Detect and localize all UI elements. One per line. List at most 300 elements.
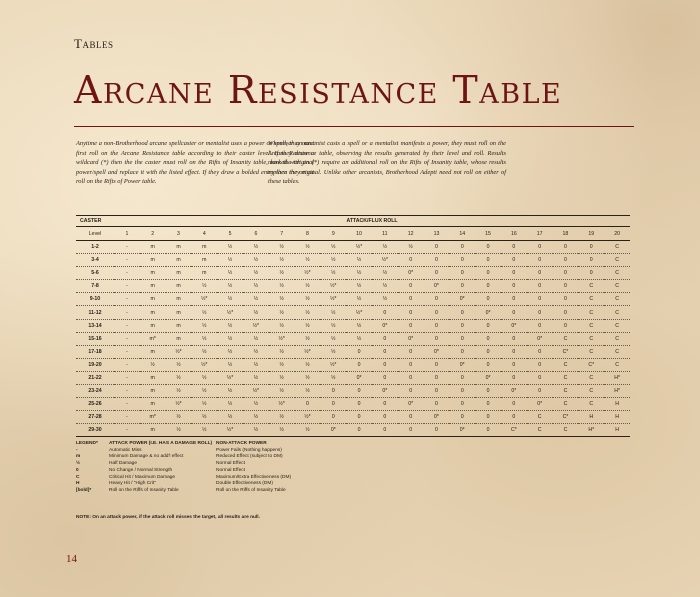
result-cell: ½* xyxy=(295,411,321,424)
result-cell: m xyxy=(140,319,166,332)
result-cell: ½* xyxy=(320,358,346,371)
result-cell: ½ xyxy=(320,371,346,384)
result-cell: ½ xyxy=(217,332,243,345)
section-header: Tables xyxy=(74,36,114,51)
result-cell: ½ xyxy=(320,241,346,254)
column-header: 12 xyxy=(398,227,424,241)
result-cell: 0 xyxy=(553,241,579,254)
level-cell: 5-6 xyxy=(76,267,114,280)
result-cell: 0 xyxy=(398,345,424,358)
result-cell: ½ xyxy=(243,332,269,345)
result-cell: ½ xyxy=(217,254,243,267)
result-cell: 0* xyxy=(527,332,553,345)
result-cell: ½ xyxy=(269,371,295,384)
table-group-header-row xyxy=(76,216,630,227)
result-cell: 0 xyxy=(372,424,398,437)
result-cell: ½* xyxy=(295,267,321,280)
result-cell: C xyxy=(578,371,604,384)
level-cell: 19-20 xyxy=(76,358,114,371)
result-cell: 0 xyxy=(449,385,475,398)
result-cell: 0* xyxy=(372,385,398,398)
result-cell: ½ xyxy=(217,293,243,306)
result-cell: 0 xyxy=(424,319,450,332)
column-header: 7 xyxy=(269,227,295,241)
result-cell: ½ xyxy=(346,254,372,267)
result-cell: ½ xyxy=(372,280,398,293)
result-cell: 0 xyxy=(320,385,346,398)
result-cell: ½ xyxy=(243,371,269,384)
result-cell: ½ xyxy=(191,280,217,293)
result-cell: C xyxy=(604,254,630,267)
result-cell: ½* xyxy=(320,293,346,306)
result-cell: - xyxy=(114,280,140,293)
result-cell: 0 xyxy=(449,267,475,280)
result-cell: 0 xyxy=(398,385,424,398)
result-cell: ½ xyxy=(295,319,321,332)
result-cell: 0 xyxy=(501,267,527,280)
result-cell: 0 xyxy=(449,306,475,319)
result-cell: ½* xyxy=(191,293,217,306)
result-cell: m xyxy=(140,267,166,280)
attack-roll-header: ATTACK/FLUX ROLL xyxy=(114,216,630,227)
result-cell: m xyxy=(166,332,192,345)
result-cell: ½* xyxy=(243,319,269,332)
result-cell: ½ xyxy=(269,358,295,371)
caster-header: CASTER xyxy=(76,216,114,227)
result-cell: 0 xyxy=(553,280,579,293)
intro-paragraph-left: Anytime a non-Brotherhood arcane spellcaster or mentalist uses a power or spell, they must first roll on the Arcane Resistance table according to their caster level. If they draw a wildcard (*) then the the caster must roll on the Rifts of Insanity table, lose the original power/spell and replace it with the listed effect. If they draw a bolded entry then they must roll on the Rifts of Power table. xyxy=(76,140,314,185)
result-cell: 0 xyxy=(527,371,553,384)
result-cell: ½ xyxy=(217,267,243,280)
column-header: 11 xyxy=(372,227,398,241)
result-cell: ½ xyxy=(217,280,243,293)
result-cell: m xyxy=(140,398,166,411)
table-row xyxy=(76,385,630,398)
result-cell: 0 xyxy=(398,411,424,424)
level-cell: 17-18 xyxy=(76,345,114,358)
column-header: 18 xyxy=(553,227,579,241)
result-cell: m xyxy=(166,280,192,293)
result-cell: 0 xyxy=(501,306,527,319)
result-cell: m xyxy=(191,254,217,267)
result-cell: ½ xyxy=(243,280,269,293)
result-cell: - xyxy=(114,358,140,371)
result-cell: H* xyxy=(578,424,604,437)
result-cell: C* xyxy=(578,358,604,371)
table-row xyxy=(76,358,630,371)
legend-attack-effect: Automatic Miss xyxy=(109,447,142,453)
result-cell: ½ xyxy=(191,306,217,319)
legend-symbol: H xyxy=(76,481,80,487)
result-cell: 0* xyxy=(398,332,424,345)
result-cell: m xyxy=(140,293,166,306)
result-cell: 0 xyxy=(346,345,372,358)
result-cell: 0* xyxy=(372,319,398,332)
result-cell: 0 xyxy=(501,280,527,293)
result-cell: 0* xyxy=(398,398,424,411)
result-cell: m xyxy=(166,254,192,267)
result-cell: m xyxy=(166,241,192,254)
legend-nonattack-effect: Normal Effect xyxy=(216,467,245,473)
result-cell: ½ xyxy=(269,254,295,267)
result-cell: - xyxy=(114,293,140,306)
result-cell: ½* xyxy=(217,424,243,437)
result-cell: 0 xyxy=(346,398,372,411)
table-row xyxy=(76,293,630,306)
result-cell: 0* xyxy=(449,424,475,437)
legend-nonattack-effect: Maximum/Extra Effectiveness (DM) xyxy=(216,474,292,480)
result-cell: ½ xyxy=(320,319,346,332)
result-cell: ½ xyxy=(269,293,295,306)
result-cell: ½ xyxy=(243,345,269,358)
result-cell: ½ xyxy=(295,241,321,254)
result-cell: 0 xyxy=(372,345,398,358)
legend-symbol: m xyxy=(76,454,81,460)
title-divider xyxy=(74,126,634,127)
result-cell: ½ xyxy=(295,280,321,293)
level-cell: 13-14 xyxy=(76,319,114,332)
result-cell: 0 xyxy=(449,411,475,424)
column-header: 16 xyxy=(501,227,527,241)
result-cell: 0 xyxy=(527,293,553,306)
legend-attack-effect: No Change / Normal Strength xyxy=(109,467,173,473)
result-cell: ½ xyxy=(191,332,217,345)
result-cell: ½ xyxy=(191,371,217,384)
result-cell: C xyxy=(553,371,579,384)
result-cell: ½* xyxy=(346,241,372,254)
legend-nonattack-effect: Double Effectiveness (DM) xyxy=(216,481,273,487)
result-cell: - xyxy=(114,385,140,398)
result-cell: 0* xyxy=(501,385,527,398)
result-cell: m xyxy=(140,424,166,437)
result-cell: 0 xyxy=(372,371,398,384)
table-body xyxy=(76,241,630,437)
level-cell: 11-12 xyxy=(76,306,114,319)
result-cell: ½ xyxy=(295,254,321,267)
result-cell: C xyxy=(578,345,604,358)
result-cell: 0* xyxy=(398,267,424,280)
result-cell: 0 xyxy=(475,241,501,254)
result-cell: ½ xyxy=(191,424,217,437)
result-cell: 0 xyxy=(475,398,501,411)
result-cell: m xyxy=(191,267,217,280)
result-cell: 0* xyxy=(475,306,501,319)
result-cell: 0 xyxy=(346,424,372,437)
result-cell: C xyxy=(578,398,604,411)
table-row xyxy=(76,411,630,424)
level-cell: 29-30 xyxy=(76,424,114,437)
column-header: 9 xyxy=(320,227,346,241)
result-cell: ½ xyxy=(269,241,295,254)
result-cell: ½ xyxy=(295,371,321,384)
result-cell: C xyxy=(604,280,630,293)
result-cell: 0 xyxy=(449,254,475,267)
legend-attack-effect: Half Damage xyxy=(109,461,137,467)
result-cell: C xyxy=(604,345,630,358)
column-header: 10 xyxy=(346,227,372,241)
result-cell: C xyxy=(604,293,630,306)
level-cell: 23-24 xyxy=(76,385,114,398)
column-header: 20 xyxy=(604,227,630,241)
result-cell: m xyxy=(140,345,166,358)
result-cell: 0 xyxy=(527,306,553,319)
result-cell: 0 xyxy=(449,345,475,358)
level-cell: 3-4 xyxy=(76,254,114,267)
result-cell: m* xyxy=(140,411,166,424)
result-cell: ½* xyxy=(166,345,192,358)
result-cell: - xyxy=(114,424,140,437)
result-cell: 0 xyxy=(424,385,450,398)
result-cell: 0 xyxy=(424,267,450,280)
result-cell: 0 xyxy=(501,358,527,371)
result-cell: 0 xyxy=(424,306,450,319)
result-cell: ½ xyxy=(269,385,295,398)
result-cell: 0 xyxy=(295,398,321,411)
result-cell: 0 xyxy=(475,411,501,424)
result-cell: - xyxy=(114,371,140,384)
result-cell: ½* xyxy=(320,280,346,293)
result-cell: 0 xyxy=(475,267,501,280)
result-cell: 0 xyxy=(527,319,553,332)
result-cell: ½ xyxy=(346,280,372,293)
column-header: 8 xyxy=(295,227,321,241)
table-row xyxy=(76,254,630,267)
level-header: Level xyxy=(76,227,114,241)
result-cell: - xyxy=(114,241,140,254)
table-row xyxy=(76,345,630,358)
table-row xyxy=(76,280,630,293)
result-cell: ½ xyxy=(269,267,295,280)
legend-nonattack-effect: Power Fails (Nothing happens) xyxy=(216,447,282,453)
result-cell: ½ xyxy=(243,293,269,306)
result-cell: 0 xyxy=(475,424,501,437)
result-cell: ½ xyxy=(243,306,269,319)
table-column-header-row xyxy=(76,227,630,241)
result-cell: C xyxy=(604,358,630,371)
legend-symbol: [bold]* xyxy=(76,487,92,493)
result-cell: ½ xyxy=(372,267,398,280)
result-cell: 0 xyxy=(346,358,372,371)
legend-row xyxy=(76,454,496,461)
result-cell: 0 xyxy=(501,241,527,254)
result-cell: ½ xyxy=(269,280,295,293)
arcane-resistance-table-wrap xyxy=(76,215,630,437)
result-cell: C xyxy=(553,385,579,398)
legend-title: LEGEND* xyxy=(76,441,98,446)
result-cell: ½* xyxy=(269,398,295,411)
legend-nonattack-effect: Reduced Effect (subject to DM) xyxy=(216,454,283,460)
result-cell: ½ xyxy=(320,306,346,319)
result-cell: ½ xyxy=(398,241,424,254)
column-header: 5 xyxy=(217,227,243,241)
result-cell: ½ xyxy=(243,241,269,254)
result-cell: ½ xyxy=(269,306,295,319)
result-cell: 0 xyxy=(527,358,553,371)
legend-row xyxy=(76,468,496,475)
result-cell: m xyxy=(140,385,166,398)
result-cell: 0 xyxy=(501,332,527,345)
result-cell: 0 xyxy=(475,319,501,332)
result-cell: ½ xyxy=(166,358,192,371)
legend-symbol: 0 xyxy=(76,467,79,473)
result-cell: 0 xyxy=(578,241,604,254)
legend-attack-effect: Critical Hit / Maximum Damage xyxy=(109,474,176,480)
result-cell: - xyxy=(114,411,140,424)
result-cell: 0 xyxy=(501,398,527,411)
page-title: Arcane Resistance Table xyxy=(74,68,563,112)
result-cell: m* xyxy=(140,332,166,345)
page-number: 14 xyxy=(66,553,77,565)
result-cell: 0 xyxy=(449,319,475,332)
result-cell: 0 xyxy=(449,371,475,384)
result-cell: 0 xyxy=(424,371,450,384)
column-header: 15 xyxy=(475,227,501,241)
table-row xyxy=(76,319,630,332)
result-cell: ½ xyxy=(295,385,321,398)
level-cell: 15-16 xyxy=(76,332,114,345)
result-cell: ½* xyxy=(217,371,243,384)
result-cell: 0 xyxy=(424,398,450,411)
result-cell: ½* xyxy=(191,358,217,371)
result-cell: 0 xyxy=(475,254,501,267)
table-row xyxy=(76,267,630,280)
result-cell: 0 xyxy=(320,398,346,411)
result-cell: 0 xyxy=(475,385,501,398)
result-cell: - xyxy=(114,267,140,280)
result-cell: - xyxy=(114,398,140,411)
result-cell: ½* xyxy=(372,254,398,267)
result-cell: C* xyxy=(553,411,579,424)
result-cell: C xyxy=(604,241,630,254)
result-cell: ½ xyxy=(295,424,321,437)
result-cell: ½ xyxy=(346,293,372,306)
result-cell: 0 xyxy=(424,241,450,254)
result-cell: C xyxy=(553,424,579,437)
result-cell: ½ xyxy=(346,332,372,345)
result-cell: 0 xyxy=(553,319,579,332)
result-cell: 0 xyxy=(398,280,424,293)
result-cell: 0* xyxy=(346,371,372,384)
result-cell: m xyxy=(140,254,166,267)
result-cell: 0 xyxy=(578,254,604,267)
result-cell: ½ xyxy=(372,241,398,254)
result-cell: 0 xyxy=(424,293,450,306)
result-cell: m xyxy=(166,319,192,332)
result-cell: ½ xyxy=(217,241,243,254)
result-cell: ½* xyxy=(346,306,372,319)
result-cell: 0 xyxy=(475,293,501,306)
result-cell: ½ xyxy=(191,411,217,424)
legend-nonattack-header: NON-ATTACK POWER xyxy=(216,441,267,446)
column-header: 2 xyxy=(140,227,166,241)
result-cell: 0 xyxy=(346,385,372,398)
result-cell: 0 xyxy=(398,424,424,437)
legend-symbol: C xyxy=(76,474,80,480)
result-cell: H xyxy=(604,398,630,411)
result-cell: 0 xyxy=(527,267,553,280)
result-cell: H xyxy=(604,424,630,437)
result-cell: ½ xyxy=(320,267,346,280)
result-cell: 0 xyxy=(449,398,475,411)
result-cell: 0* xyxy=(320,424,346,437)
result-cell: 0 xyxy=(372,332,398,345)
result-cell: ½ xyxy=(295,293,321,306)
legend-attack-header: ATTACK POWER (I.E. HAS A DAMAGE ROLL) xyxy=(109,441,213,446)
result-cell: 0 xyxy=(553,306,579,319)
result-cell: ½ xyxy=(295,332,321,345)
result-cell: ½ xyxy=(346,267,372,280)
result-cell: 0 xyxy=(527,254,553,267)
result-cell: 0 xyxy=(553,293,579,306)
result-cell: ½ xyxy=(269,319,295,332)
result-cell: C xyxy=(553,398,579,411)
result-cell: ½ xyxy=(320,254,346,267)
result-cell: ½* xyxy=(217,306,243,319)
result-cell: 0 xyxy=(501,293,527,306)
legend-header-row xyxy=(76,441,496,448)
result-cell: 0 xyxy=(475,358,501,371)
legend-row xyxy=(76,461,496,468)
result-cell: 0* xyxy=(424,280,450,293)
result-cell: ½ xyxy=(166,371,192,384)
result-cell: ½ xyxy=(166,424,192,437)
result-cell: 0 xyxy=(449,241,475,254)
result-cell: 0 xyxy=(501,411,527,424)
result-cell: 0 xyxy=(527,241,553,254)
legend xyxy=(76,441,496,495)
note: NOTE: On an attack power, if the attack roll misses the target, all results are null. xyxy=(76,515,260,520)
level-cell: 9-10 xyxy=(76,293,114,306)
result-cell: 0 xyxy=(475,345,501,358)
result-cell: 0* xyxy=(424,345,450,358)
legend-symbol: ½ xyxy=(76,461,81,467)
result-cell: m xyxy=(140,371,166,384)
result-cell: ½ xyxy=(217,398,243,411)
result-cell: 0 xyxy=(501,345,527,358)
result-cell: 0 xyxy=(553,267,579,280)
result-cell: ½* xyxy=(295,345,321,358)
result-cell: 0 xyxy=(475,280,501,293)
level-cell: 25-26 xyxy=(76,398,114,411)
result-cell: C xyxy=(578,293,604,306)
arcane-resistance-table xyxy=(76,215,630,437)
level-cell: 21-22 xyxy=(76,371,114,384)
result-cell: m xyxy=(140,280,166,293)
result-cell: - xyxy=(114,319,140,332)
result-cell: C xyxy=(604,332,630,345)
legend-symbol: - xyxy=(76,447,78,453)
table-row xyxy=(76,306,630,319)
result-cell: ½* xyxy=(166,398,192,411)
result-cell: ½ xyxy=(166,411,192,424)
table-row xyxy=(76,371,630,384)
result-cell: 0 xyxy=(424,254,450,267)
result-cell: 0 xyxy=(372,306,398,319)
result-cell: 0 xyxy=(346,411,372,424)
result-cell: ½* xyxy=(269,332,295,345)
result-cell: ½ xyxy=(243,358,269,371)
result-cell: ½ xyxy=(295,306,321,319)
result-cell: ½ xyxy=(243,267,269,280)
legend-row xyxy=(76,488,496,495)
result-cell: 0* xyxy=(449,293,475,306)
result-cell: H* xyxy=(604,371,630,384)
result-cell: ½* xyxy=(243,385,269,398)
result-cell: 0 xyxy=(372,358,398,371)
result-cell: ½ xyxy=(217,319,243,332)
level-cell: 27-28 xyxy=(76,411,114,424)
result-cell: 0 xyxy=(449,280,475,293)
